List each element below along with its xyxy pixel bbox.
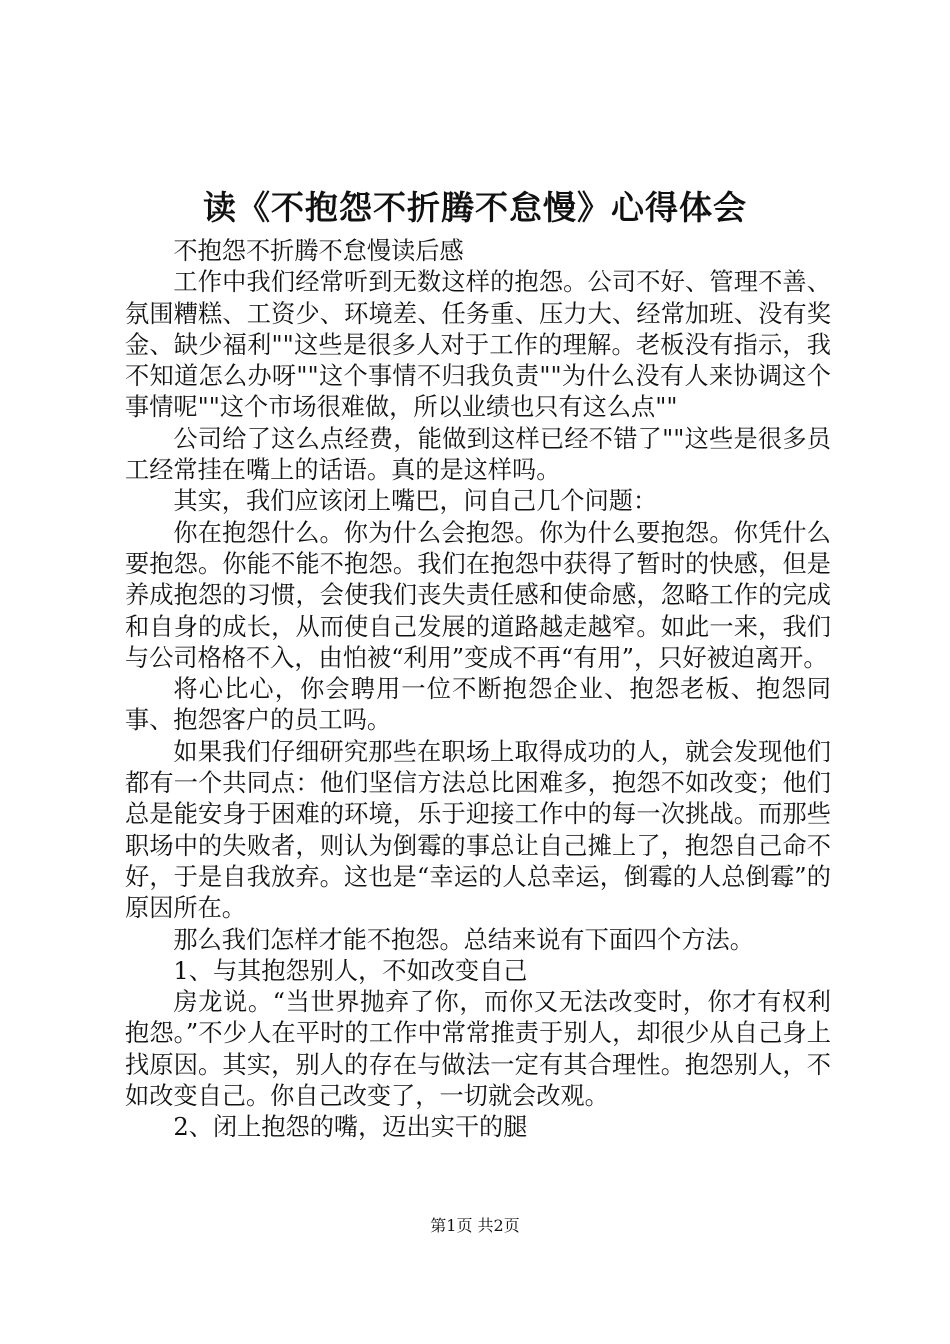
paragraph: 房龙说。“当世界抛弃了你，而你又无法改变时，你才有权利抱怨。”不少人在平时的工作中常常推责于别人，却很少从自己身上找原因。其实，别人的存在与做法一定有其合理性。抱怨别人，不如改变自己。你自己改变了，一切就会改观。 [125,988,831,1111]
paragraph: 公司给了这么点经费，能做到这样已经不错了""这些是很多员工经常挂在嘴上的话语。真的是这样吗。 [125,424,831,485]
document-body [125,236,831,1144]
section-heading: 1、与其抱怨别人，不如改变自己 [173,956,528,985]
paragraph-subtitle: 不抱怨不折腾不怠慢读后感 [173,237,464,265]
paragraph: 你在抱怨什么。你为什么会抱怨。你为什么要抱怨。你凭什么要抱怨。你能不能不抱怨。我们在抱怨中获得了暂时的快感，但是养成抱怨的习惯，会使我们丧失责任感和使命感，忽略工作的完成和自身的成长，从而使自己发展的道路越走越窄。如此一来，我们与公司格格不入，由怕被“利用”变成不再“有用”，只好被迫离开。 [125,518,831,672]
paragraph: 如果我们仔细研究那些在职场上取得成功的人，就会发现他们都有一个共同点：他们坚信方法总比困难多，抱怨不如改变；他们总是能安身于困难的环境，乐于迎接工作中的每一次挑战。而那些职场中的失败者，则认为倒霉的事总让自己摊上了，抱怨自己命不好，于是自我放弃。这也是“幸运的人总幸运，倒霉的人总倒霉”的原因所在。 [125,737,831,923]
paragraph: 那么我们怎样才能不抱怨。总结来说有下面四个方法。 [173,925,754,954]
page-number: 第1页 共2页 [430,1216,520,1235]
paragraph: 将心比心，你会聘用一位不断抱怨企业、抱怨老板、抱怨同事、抱怨客户的员工吗。 [125,675,831,735]
paragraph: 其实，我们应该闭上嘴巴，问自己几个问题： [173,487,658,516]
section-heading: 2、闭上抱怨的嘴，迈出实干的腿 [173,1113,528,1142]
paragraph: 工作中我们经常听到无数这样的抱怨。公司不好、管理不善、氛围糟糕、工资少、环境差、任务重、压力大、经常加班、没有奖金、缺少福利""这些是很多人对于工作的理解。老板没有指示，我不知道怎么办呀""这个事情不归我负责""为什么没有人来协调这个事情呢""这个市场很难做，所以业绩也只有这么点"" [125,268,831,422]
document-title: 读《不抱怨不折腾不怠慢》心得体会 [203,188,747,227]
